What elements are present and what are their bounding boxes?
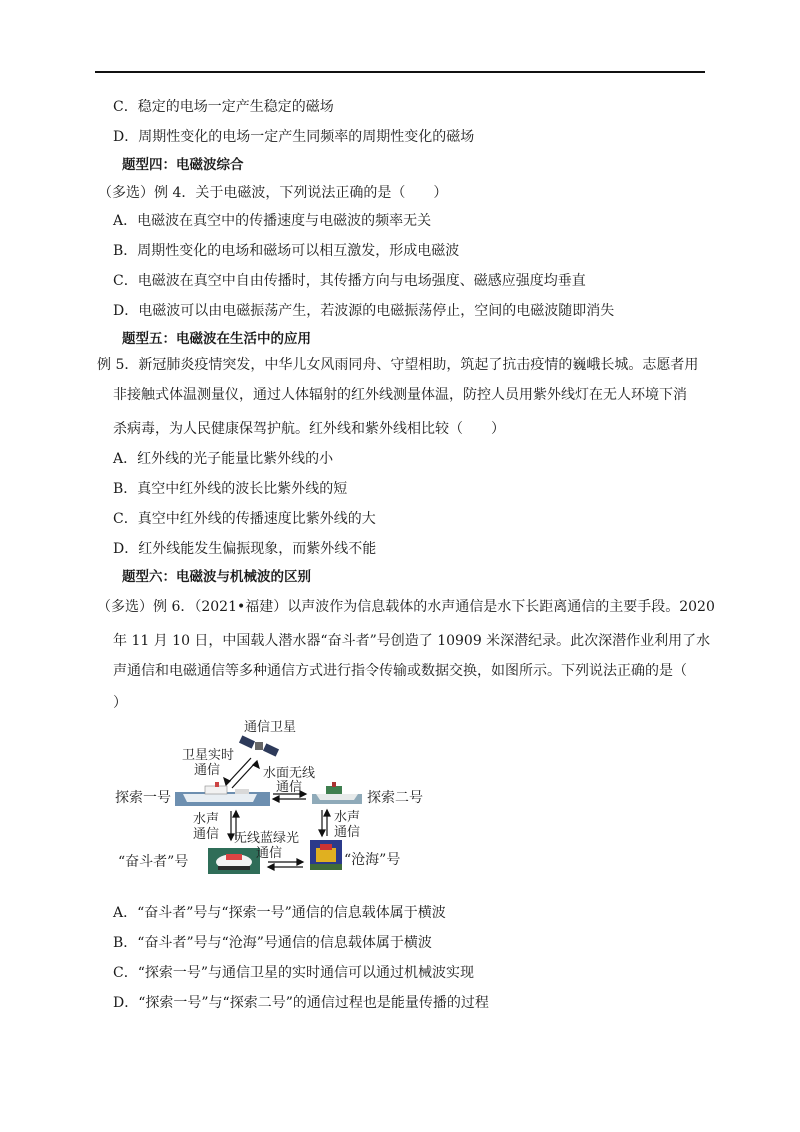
q5-option-b: B．真空中红外线的波长比紫外线的短: [113, 481, 348, 497]
q6-option-a: A．“奋斗者”号与“探索一号”通信的信息载体属于横波: [113, 905, 446, 921]
label-satellite: 通信卫星: [244, 720, 297, 735]
acoustic-right-arrow: [319, 810, 330, 836]
label-acoustic-left-1: 水声: [193, 812, 220, 827]
q6-option-c: C．“探索一号”与通信卫星的实时通信可以通过机械波实现: [113, 965, 475, 981]
explorer2-ship-image: [312, 782, 362, 804]
q4-option-b: B．周期性变化的电场和磁场可以相互激发，形成电磁波: [113, 243, 460, 259]
q5-stem-line3: 杀病毒，为人民健康保驾护航。红外线和紫外线相比较（ ）: [113, 421, 505, 437]
fendouzhe-submersible-image: [208, 848, 260, 874]
q3-option-c: C．稳定的电场一定产生稳定的磁场: [113, 99, 334, 115]
q6-stem-line1: （多选）例 6．（2021•福建）以声波作为信息载体的水声通信是水下长距离通信的主要手段。2020: [97, 599, 715, 615]
label-bluegreen-2: 通信: [256, 846, 283, 861]
label-fendouzhe: “奋斗者”号: [118, 854, 189, 870]
type4-heading: 题型四：电磁波综合: [122, 157, 244, 173]
label-explorer2: 探索二号: [367, 790, 423, 806]
label-acoustic-right-1: 水声: [334, 810, 361, 825]
q6-stem-line3: 声通信和电磁通信等多种通信方式进行指令传输或数据交换，如图所示。下列说法正确的是（: [113, 663, 687, 679]
label-wireless-2: 通信: [276, 780, 303, 795]
label-sat-link-2: 通信: [194, 763, 221, 778]
q5-stem-line1: 例 5．新冠肺炎疫情突发，中华儿女风雨同舟、守望相助，筑起了抗击疫情的巍峨长城。志愿者用: [97, 357, 699, 373]
q3-option-d: D．周期性变化的电场一定产生同频率的周期性变化的磁场: [113, 129, 475, 145]
type5-heading: 题型五：电磁波在生活中的应用: [122, 331, 311, 347]
q5-option-d: D．红外线能发生偏振现象，而紫外线不能: [113, 541, 377, 557]
q6-option-d: D．“探索一号”与“探索二号”的通信过程也是能量传播的过程: [113, 995, 489, 1011]
q6-stem-line2: 年 11 月 10 日，中国载人潜水器“奋斗者”号创造了 10909 米深潜纪录。此次深潜作业利用了水: [113, 633, 711, 649]
explorer1-ship-image: [175, 782, 270, 806]
q4-option-c: C．电磁波在真空中自由传播时，其传播方向与电场强度、磁感应强度均垂直: [113, 273, 586, 289]
q5-stem-line2: 非接触式体温测量仪，通过人体辐射的红外线测量体温，防控人员用紫外线灯在无人环境下消: [113, 387, 687, 403]
label-explorer1: 探索一号: [115, 790, 171, 806]
label-acoustic-right-2: 通信: [334, 825, 361, 840]
q5-option-a: A．红外线的光子能量比紫外线的小: [113, 451, 334, 467]
q5-option-c: C．真空中红外线的传播速度比紫外线的大: [113, 511, 376, 527]
q4-option-a: A．电磁波在真空中的传播速度与电磁波的频率无关: [113, 213, 432, 229]
q6-option-b: B．“奋斗者”号与“沧海”号通信的信息载体属于横波: [113, 935, 432, 951]
label-acoustic-left-2: 通信: [193, 827, 220, 842]
q4-stem: （多选）例 4．关于电磁波，下列说法正确的是（ ）: [98, 185, 448, 201]
q6-stem-line4: ）: [113, 695, 127, 711]
satellite-icon: [238, 734, 282, 760]
label-sat-link-1: 卫星实时: [182, 748, 235, 763]
canghai-image: [310, 840, 342, 870]
header-rule: [95, 71, 705, 73]
type6-heading: 题型六：电磁波与机械波的区别: [122, 569, 311, 585]
label-wireless-1: 水面无线: [263, 766, 316, 781]
label-bluegreen-1: 无线蓝绿光: [234, 831, 300, 846]
label-canghai: “沧海”号: [344, 852, 401, 868]
q4-option-d: D．电磁波可以由电磁振荡产生，若波源的电磁振荡停止，空间的电磁波随即消失: [113, 303, 615, 319]
